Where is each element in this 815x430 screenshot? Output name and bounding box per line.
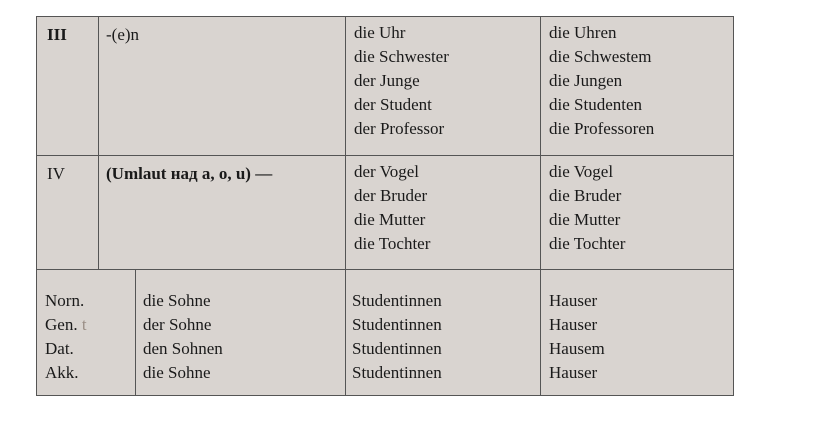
declension-col-3 xyxy=(541,270,735,396)
gen-mark: t xyxy=(81,315,87,334)
declension-form: die Sohne xyxy=(143,363,211,382)
plural-word: die Studenten xyxy=(549,95,643,114)
singular-word: die Mutter xyxy=(354,210,426,229)
table-row-type-3 xyxy=(37,17,733,156)
declension-form: Hauser xyxy=(549,315,598,334)
plural-word: die Schwestem xyxy=(549,47,652,66)
declension-form: Studentinnen xyxy=(352,315,442,334)
declension-form: der Sohne xyxy=(143,315,212,334)
singular-word: die Tochter xyxy=(354,234,431,253)
case-cell xyxy=(37,270,136,396)
declension-form: die Sohne xyxy=(143,291,211,310)
type-number-cell xyxy=(37,17,99,155)
case-label: Gen. t xyxy=(45,315,87,334)
singular-word: die Schwester xyxy=(354,47,449,66)
singular-word: der Student xyxy=(354,95,432,114)
suffix-cell xyxy=(99,17,346,155)
plural-cell xyxy=(541,156,735,269)
singular-word: der Professor xyxy=(354,119,445,138)
case-label: Dat. xyxy=(45,339,74,358)
declension-form: den Sohnen xyxy=(143,339,223,358)
plural-word: die Bruder xyxy=(549,186,622,205)
declension-form: Studentinnen xyxy=(352,363,442,382)
type-number: IV xyxy=(47,164,65,183)
declension-table xyxy=(36,16,734,396)
declension-form: Studentinnen xyxy=(352,291,442,310)
singular-word: der Vogel xyxy=(354,162,420,181)
plural-word: die Uhren xyxy=(549,23,617,42)
singular-word: der Bruder xyxy=(354,186,428,205)
case-label: Norn. xyxy=(45,291,85,310)
declension-form: Studentinnen xyxy=(352,339,442,358)
singular-word: die Uhr xyxy=(354,23,406,42)
type-number: III xyxy=(47,25,67,44)
plural-word: die Professoren xyxy=(549,119,655,138)
suffix-cell xyxy=(99,156,346,269)
suffix-text: (Umlaut над а, о, u) — xyxy=(106,164,273,183)
declension-col-1 xyxy=(136,270,346,396)
plural-word: die Jungen xyxy=(549,71,623,90)
plural-word: die Tochter xyxy=(549,234,626,253)
case-label: Akk. xyxy=(45,363,79,382)
plural-word: die Mutter xyxy=(549,210,621,229)
declension-form: Hauser xyxy=(549,291,598,310)
singular-cell xyxy=(346,156,541,269)
plural-cell xyxy=(541,17,735,155)
plural-word: die Vogel xyxy=(549,162,614,181)
suffix-text: -(e)n xyxy=(106,25,140,44)
declension-col-2 xyxy=(346,270,541,396)
singular-word: der Junge xyxy=(354,71,420,90)
table-row-type-4 xyxy=(37,156,733,270)
declension-form: Hausem xyxy=(549,339,605,358)
declension-form: Hauser xyxy=(549,363,598,382)
table-row-declension xyxy=(37,270,733,396)
type-number-cell xyxy=(37,156,99,269)
singular-cell xyxy=(346,17,541,155)
